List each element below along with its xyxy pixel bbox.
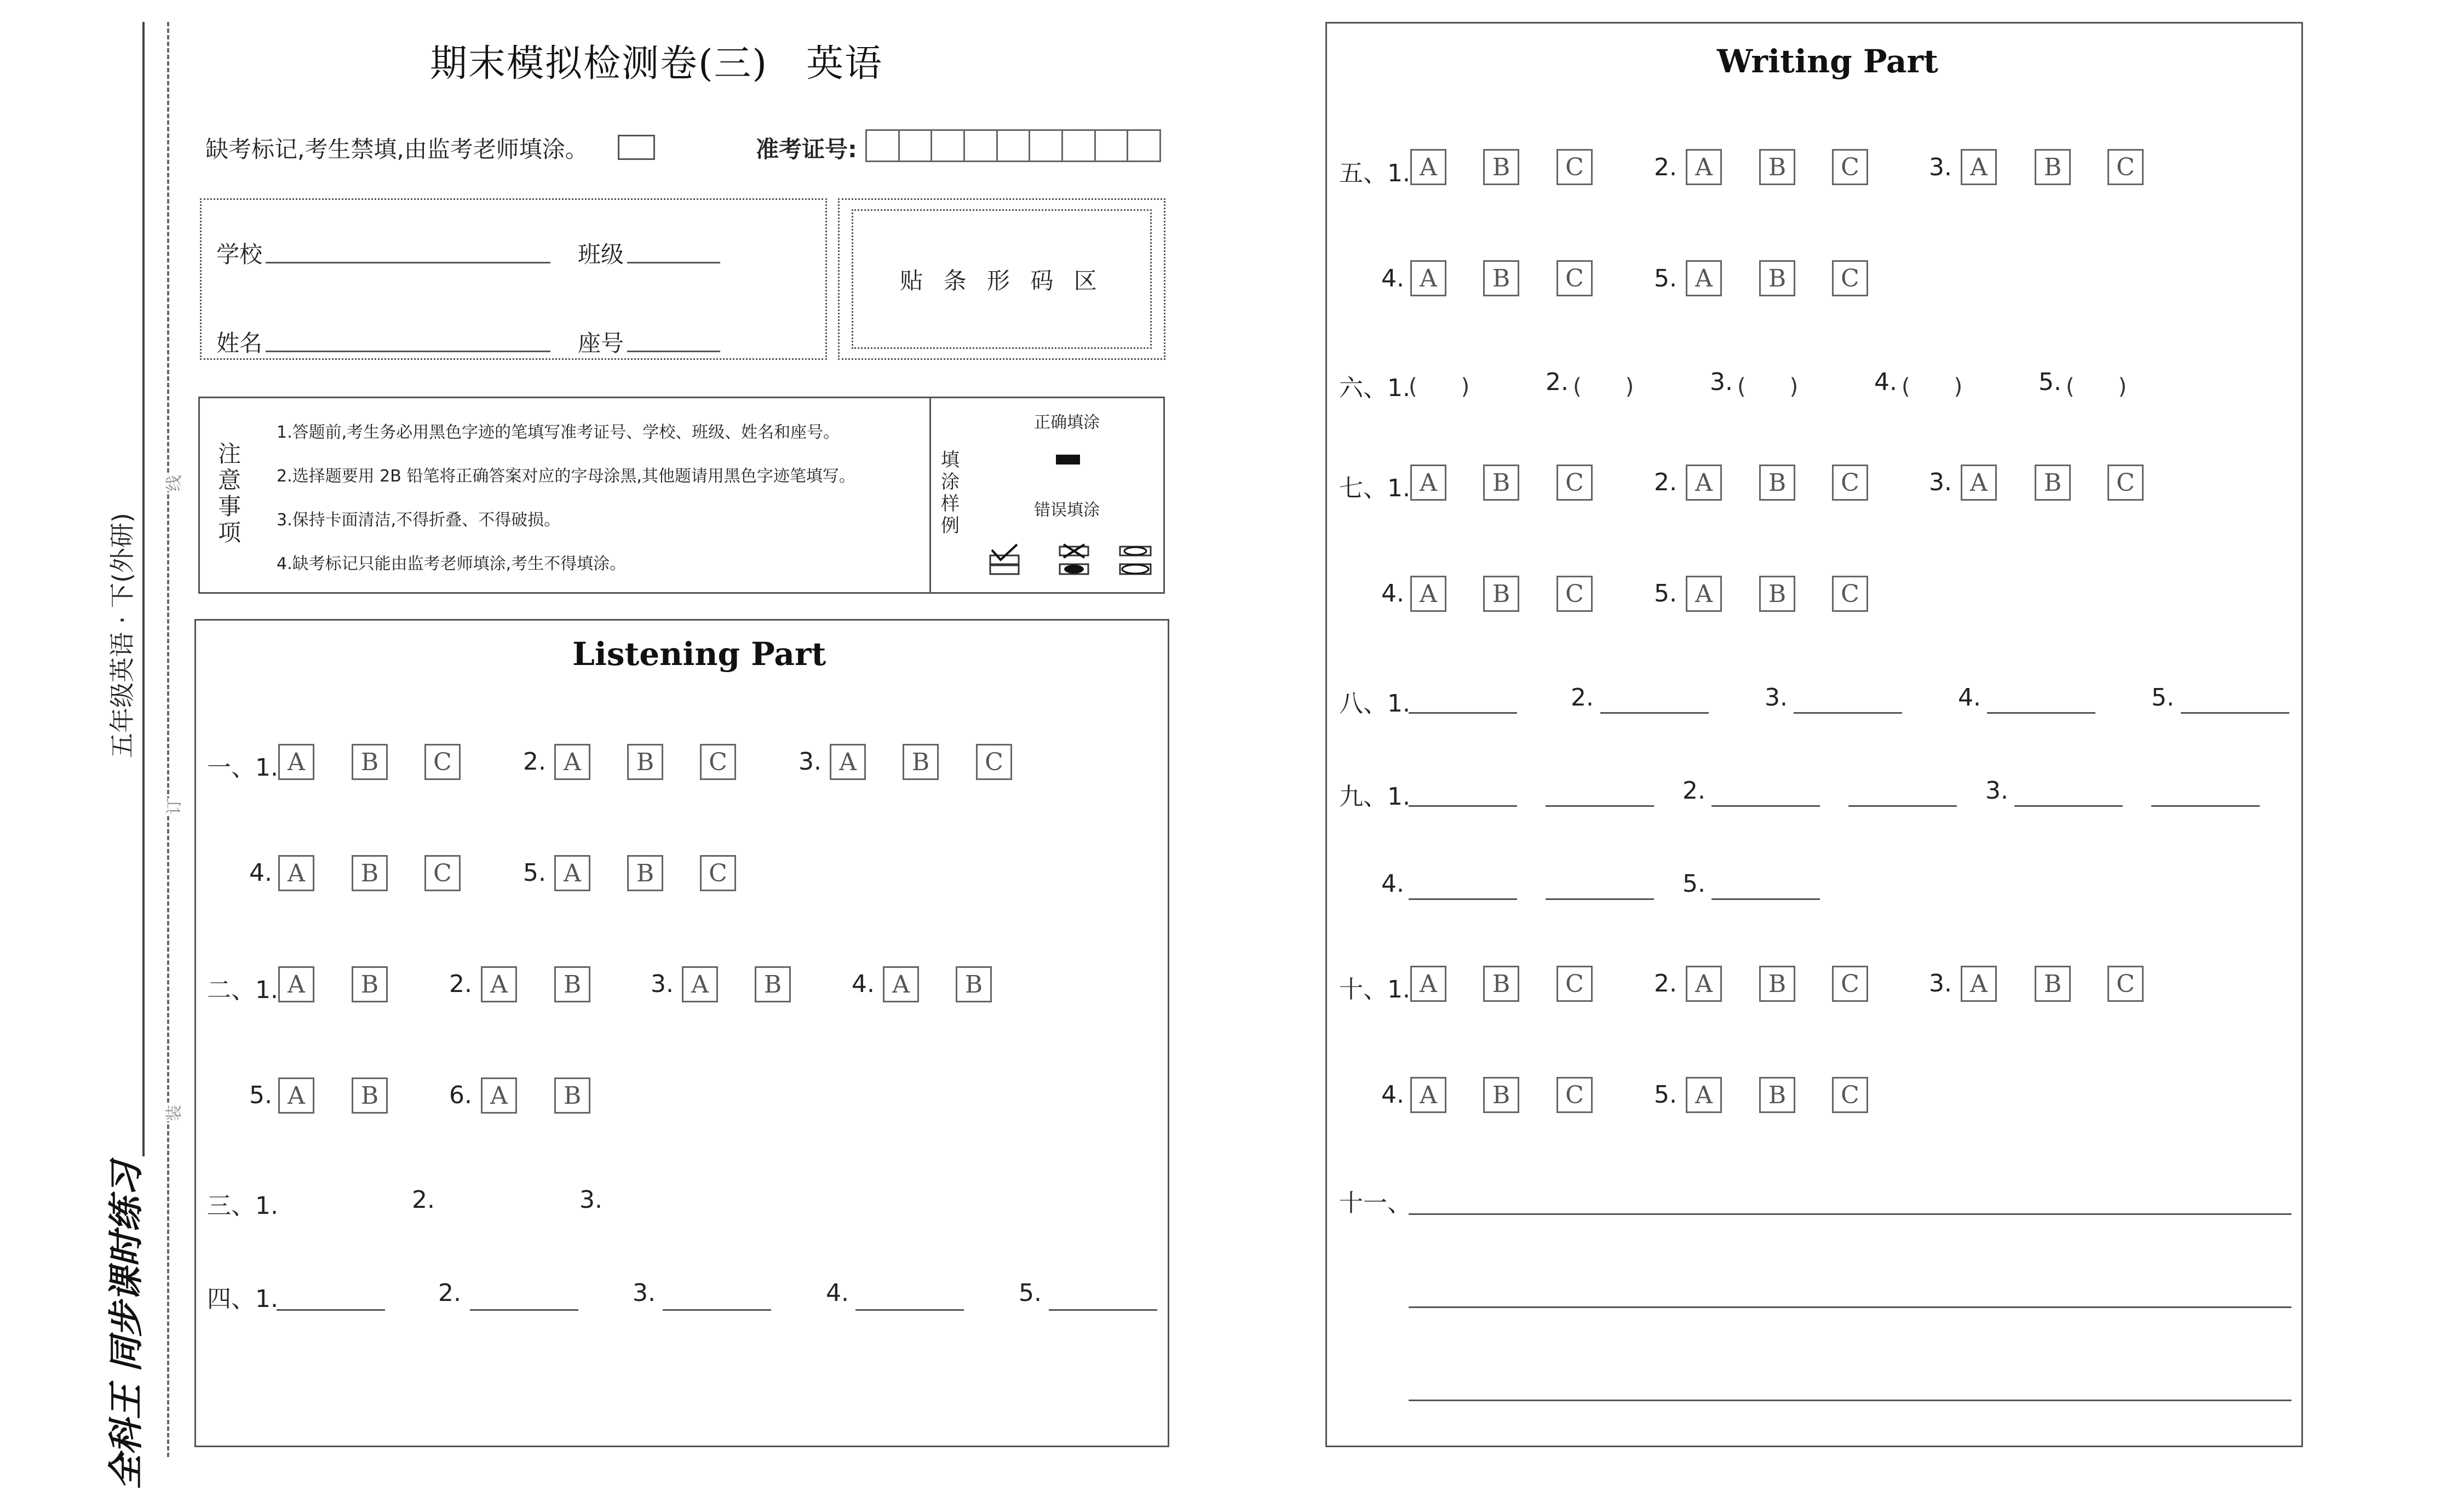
option-b[interactable]: B: [352, 744, 388, 780]
option-b[interactable]: B: [1759, 576, 1795, 612]
q-label: 2.: [1682, 777, 1705, 805]
q-label: 3.: [1765, 684, 1788, 712]
option-a[interactable]: A: [481, 1077, 517, 1114]
q-label: 3.: [1710, 368, 1733, 396]
wrong-fill-circle-icon: [1118, 543, 1152, 578]
answer-paren[interactable]: ( ): [1573, 374, 1634, 399]
option-a[interactable]: A: [1686, 966, 1722, 1002]
name-field[interactable]: [266, 351, 550, 352]
answer-blank[interactable]: [2014, 805, 2123, 807]
option-c[interactable]: C: [1556, 966, 1593, 1002]
option-c[interactable]: C: [976, 744, 1012, 780]
option-a[interactable]: A: [1961, 966, 1997, 1002]
answer-blank[interactable]: [1049, 1309, 1157, 1311]
q-label: 2.: [1654, 468, 1677, 496]
q-label: 3.: [579, 1186, 602, 1214]
wrong-fill-label: 错误填涂: [1034, 501, 1100, 520]
q-label: 2.: [1654, 970, 1677, 997]
answer-blank[interactable]: [470, 1309, 578, 1311]
writing-title: Writing Part: [1717, 43, 1938, 80]
option-c[interactable]: C: [2107, 465, 2144, 501]
q-label: 3.: [799, 748, 822, 776]
option-c[interactable]: C: [1556, 576, 1593, 612]
writing-line[interactable]: [1409, 1213, 2291, 1215]
note-item: 1.答题前,考生务必用黑色字迹的笔填写准考证号、学校、班级、姓名和座号。: [277, 423, 840, 442]
answer-blank[interactable]: [1409, 712, 1517, 714]
q-label: 五、1.: [1339, 159, 1410, 187]
option-c[interactable]: C: [1832, 465, 1868, 501]
answer-paren[interactable]: ( ): [2066, 374, 2127, 399]
ticket-cell[interactable]: [1063, 131, 1096, 160]
q-label: 5.: [2038, 368, 2061, 396]
option-a[interactable]: A: [1961, 465, 1997, 501]
option-b[interactable]: B: [1759, 465, 1795, 501]
q-label: 六、1.: [1339, 374, 1410, 402]
option-b[interactable]: B: [2035, 465, 2071, 501]
q-label: 2.: [438, 1279, 461, 1307]
option-b[interactable]: B: [1483, 465, 1519, 501]
writing-panel: [1325, 22, 2303, 1447]
ticket-cell[interactable]: [965, 131, 998, 160]
option-c[interactable]: C: [1832, 966, 1868, 1002]
q-label: 4.: [1381, 265, 1404, 293]
seat-label: 座号: [578, 330, 624, 357]
option-a[interactable]: A: [1686, 1077, 1722, 1113]
q-label: 三、1.: [207, 1192, 278, 1220]
ticket-number-label: 准考证号:: [756, 136, 857, 163]
school-field[interactable]: [266, 262, 550, 263]
listening-title: Listening Part: [572, 635, 826, 673]
barcode-inner: [852, 209, 1152, 349]
option-a[interactable]: A: [883, 966, 919, 1002]
q-label: 4.: [852, 970, 875, 998]
option-c[interactable]: C: [1832, 1077, 1868, 1113]
note-item: 2.选择题要用 2B 铅笔将正确答案对应的字母涂黑,其他题请用黑色字迹笔填写。: [277, 467, 855, 486]
q-label: 2.: [449, 970, 472, 998]
option-a[interactable]: A: [1686, 465, 1722, 501]
answer-blank[interactable]: [663, 1309, 771, 1311]
option-b[interactable]: B: [554, 966, 590, 1002]
option-a[interactable]: A: [682, 966, 718, 1002]
note-item: 3.保持卡面清洁,不得折叠、不得破损。: [277, 511, 561, 530]
option-c[interactable]: C: [424, 855, 461, 891]
option-a[interactable]: A: [1686, 576, 1722, 612]
listening-panel: [194, 619, 1169, 1447]
option-c[interactable]: C: [1832, 260, 1868, 296]
ticket-cell[interactable]: [1030, 131, 1063, 160]
option-c[interactable]: C: [2107, 966, 2144, 1002]
option-b[interactable]: B: [1759, 966, 1795, 1002]
option-b[interactable]: B: [1759, 149, 1795, 185]
q-label: 4.: [1958, 684, 1981, 712]
answer-blank[interactable]: [1711, 898, 1820, 900]
option-b[interactable]: B: [352, 1077, 388, 1114]
option-c[interactable]: C: [1556, 1077, 1593, 1113]
binding-dashed-line: [167, 22, 169, 1457]
answer-blank[interactable]: [1600, 712, 1709, 714]
q-label: 一、1.: [207, 754, 278, 782]
writing-line[interactable]: [1409, 1400, 2291, 1401]
ticket-cell[interactable]: [932, 131, 965, 160]
q-label: 2.: [1654, 153, 1677, 181]
absent-mark-box[interactable]: [618, 135, 655, 160]
answer-blank[interactable]: [855, 1309, 964, 1311]
correct-fill-label: 正确填涂: [1034, 413, 1100, 432]
sample-heading: 填涂样例: [941, 449, 960, 537]
answer-paren[interactable]: ( ): [1737, 374, 1799, 399]
student-info-box: [200, 198, 827, 360]
correct-fill-sample: [1056, 455, 1080, 465]
option-b[interactable]: B: [1483, 1077, 1519, 1113]
q-label: 七、1.: [1339, 474, 1410, 502]
notes-divider: [929, 397, 931, 594]
q-label: 5.: [523, 859, 546, 887]
option-b[interactable]: B: [1483, 149, 1519, 185]
option-a[interactable]: A: [481, 966, 517, 1002]
option-b[interactable]: B: [1759, 260, 1795, 296]
seat-field[interactable]: [627, 351, 720, 352]
binding-subject: 五年级英语 · 下(外研): [102, 502, 139, 769]
q-label: 3.: [1929, 970, 1952, 997]
option-c[interactable]: C: [700, 744, 736, 780]
option-b[interactable]: B: [554, 1077, 590, 1114]
answer-blank[interactable]: [1546, 898, 1654, 900]
q-label: 2.: [1546, 368, 1569, 396]
option-a[interactable]: A: [278, 1077, 314, 1114]
option-a[interactable]: A: [1961, 149, 1997, 185]
option-b[interactable]: B: [627, 855, 663, 891]
q-label: 4.: [1381, 580, 1404, 607]
option-b[interactable]: B: [956, 966, 992, 1002]
ticket-cell[interactable]: [1096, 131, 1129, 160]
q-label: 3.: [633, 1279, 656, 1307]
option-a[interactable]: A: [1410, 1077, 1446, 1113]
q-label: 2.: [1571, 684, 1594, 712]
ticket-cell[interactable]: [900, 131, 933, 160]
ticket-cell[interactable]: [1128, 131, 1159, 160]
answer-paren[interactable]: ( ): [1409, 374, 1470, 399]
q-label: 4.: [1381, 1081, 1404, 1109]
wrong-fill-cross-icon: [1058, 543, 1090, 578]
q-label: 4.: [1874, 368, 1897, 396]
q-label: 九、1.: [1339, 783, 1410, 811]
option-a[interactable]: A: [554, 744, 590, 780]
q-label: 3.: [1929, 153, 1952, 181]
note-item: 4.缺考标记只能由监考老师填涂,考生不得填涂。: [277, 554, 627, 574]
option-a[interactable]: A: [278, 855, 314, 891]
option-b[interactable]: B: [1483, 966, 1519, 1002]
option-b[interactable]: B: [1483, 576, 1519, 612]
page-title: 期末模拟检测卷(三) 英语: [430, 42, 883, 85]
answer-blank[interactable]: [1848, 805, 1957, 807]
option-a[interactable]: A: [1686, 149, 1722, 185]
ticket-number-cells[interactable]: [865, 129, 1161, 162]
option-c[interactable]: C: [1832, 149, 1868, 185]
q-label: 3.: [1985, 777, 2008, 805]
option-c[interactable]: C: [1556, 465, 1593, 501]
option-b[interactable]: B: [1483, 260, 1519, 296]
answer-blank[interactable]: [1794, 712, 1902, 714]
q-label: 6.: [449, 1081, 472, 1109]
name-label: 姓名: [216, 330, 263, 357]
option-b[interactable]: B: [352, 966, 388, 1002]
answer-blank[interactable]: [2181, 712, 2289, 714]
option-a[interactable]: A: [1410, 149, 1446, 185]
writing-line[interactable]: [1409, 1306, 2291, 1308]
q-label: 5.: [1654, 265, 1677, 293]
option-c[interactable]: C: [1556, 149, 1593, 185]
option-c[interactable]: C: [1556, 260, 1593, 296]
q-label: 5.: [1682, 870, 1705, 898]
option-b[interactable]: B: [352, 855, 388, 891]
q-label: 4.: [826, 1279, 849, 1307]
q-label: 5.: [1654, 1081, 1677, 1109]
binding-mark-line: 线: [160, 475, 185, 491]
option-a[interactable]: A: [1410, 465, 1446, 501]
q-label: 5.: [1019, 1279, 1042, 1307]
q-label: 八、1.: [1339, 690, 1410, 718]
answer-blank[interactable]: [277, 1309, 385, 1311]
option-c[interactable]: C: [1832, 576, 1868, 612]
q-label: 2.: [412, 1186, 435, 1214]
binding-mark-bind: 装: [160, 1105, 185, 1121]
q-label: 3.: [651, 970, 674, 998]
option-b[interactable]: B: [2035, 966, 2071, 1002]
brand-logo: [98, 1156, 148, 1495]
q-label: 5.: [249, 1081, 272, 1109]
option-a[interactable]: A: [1410, 576, 1446, 612]
option-a[interactable]: A: [830, 744, 866, 780]
option-a[interactable]: A: [1686, 260, 1722, 296]
option-b[interactable]: B: [903, 744, 939, 780]
q-label: 3.: [1929, 468, 1952, 496]
binding-mark-staple: 订: [160, 798, 185, 815]
answer-blank[interactable]: [1409, 805, 1517, 807]
class-field[interactable]: [627, 262, 720, 263]
option-c[interactable]: C: [424, 744, 461, 780]
q-label: 十一、: [1339, 1189, 1411, 1217]
q-label: 2.: [523, 748, 546, 776]
q-label: 4.: [1381, 870, 1404, 898]
barcode-label: 贴 条 形 码 区: [900, 267, 1104, 294]
option-a[interactable]: A: [278, 744, 314, 780]
answer-blank[interactable]: [1546, 805, 1654, 807]
ticket-cell[interactable]: [867, 131, 900, 160]
option-a[interactable]: A: [1410, 966, 1446, 1002]
option-c[interactable]: C: [700, 855, 736, 891]
answer-paren[interactable]: ( ): [1902, 374, 1963, 399]
option-a[interactable]: A: [1410, 260, 1446, 296]
option-a[interactable]: A: [278, 966, 314, 1002]
q-label: 5.: [1654, 580, 1677, 607]
class-label: 班级: [578, 241, 624, 268]
wrong-fill-check-icon: [989, 543, 1020, 578]
answer-blank[interactable]: [1987, 712, 2095, 714]
notes-heading: 注意事项: [218, 440, 242, 546]
absent-mark-label: 缺考标记,考生禁填,由监考老师填涂。: [205, 136, 588, 163]
q-label: 4.: [249, 859, 272, 887]
q-label: 十、1.: [1339, 976, 1410, 1004]
q-label: 四、1.: [207, 1285, 278, 1313]
option-b[interactable]: B: [755, 966, 791, 1002]
school-label: 学校: [216, 241, 263, 268]
answer-blank[interactable]: [1409, 898, 1517, 900]
option-c[interactable]: C: [2107, 149, 2144, 185]
option-b[interactable]: B: [627, 744, 663, 780]
ticket-cell[interactable]: [998, 131, 1031, 160]
answer-blank[interactable]: [1711, 805, 1820, 807]
q-label: 5.: [2151, 684, 2174, 712]
brand-logo-text: 全科王 同步课时练习: [106, 1161, 147, 1490]
option-b[interactable]: B: [2035, 149, 2071, 185]
answer-blank[interactable]: [2151, 805, 2260, 807]
option-a[interactable]: A: [554, 855, 590, 891]
option-b[interactable]: B: [1759, 1077, 1795, 1113]
q-label: 二、1.: [207, 976, 278, 1004]
